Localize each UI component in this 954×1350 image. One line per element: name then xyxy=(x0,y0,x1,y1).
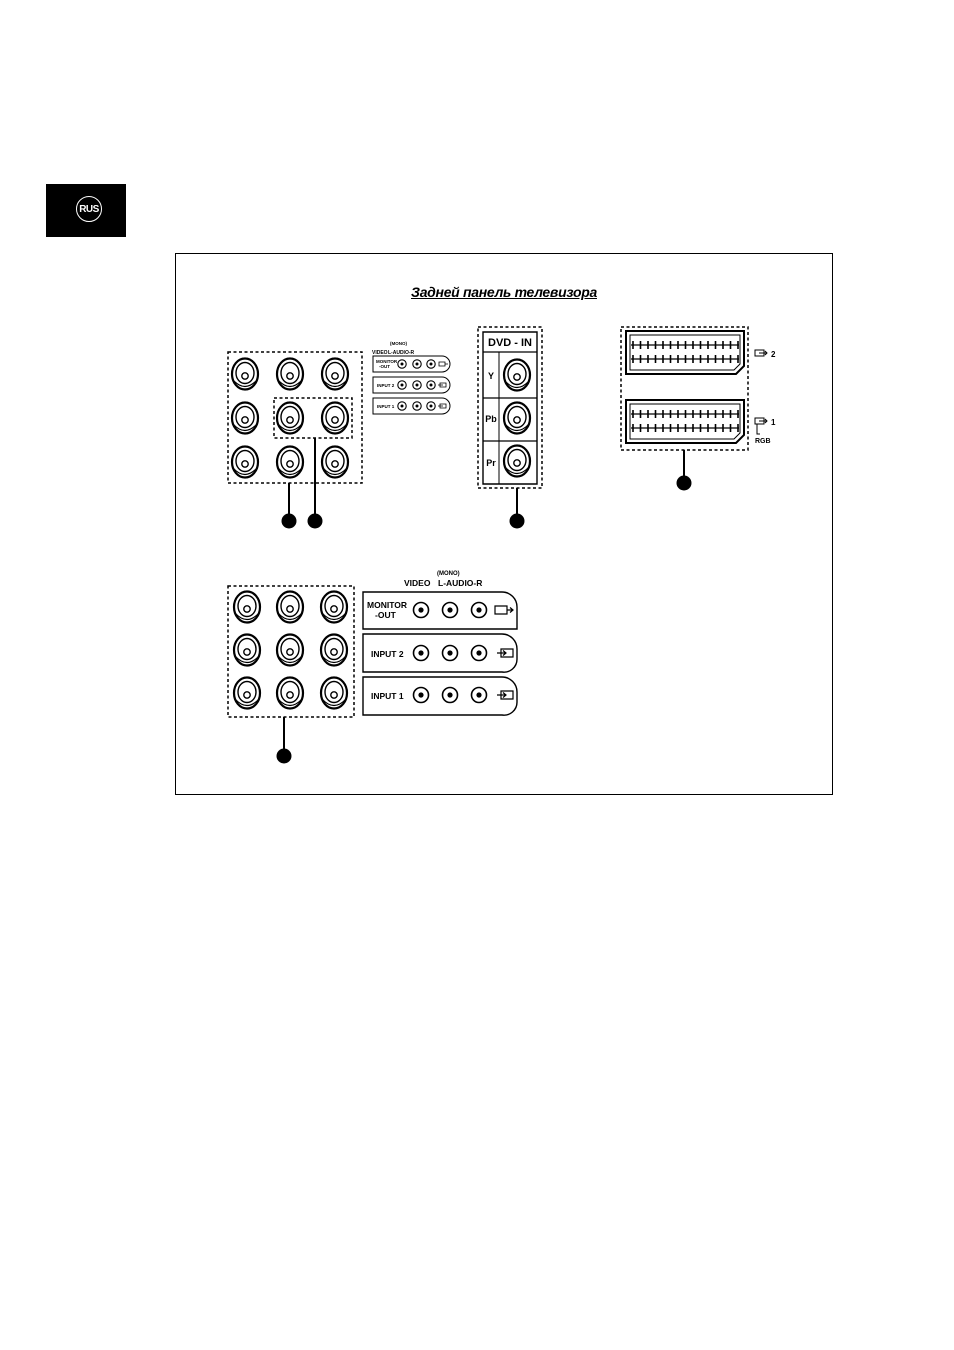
rca-jack xyxy=(322,403,348,434)
svg-text:-OUT: -OUT xyxy=(375,610,396,620)
svg-text:1: 1 xyxy=(281,752,287,763)
rca-jack xyxy=(277,447,303,478)
scart-rgb-label: RGB xyxy=(755,438,771,445)
scart-panel xyxy=(621,327,776,491)
dvd-pb-label: Pb xyxy=(485,414,497,424)
scart-connector-1 xyxy=(626,400,744,443)
svg-text:3: 3 xyxy=(312,517,318,528)
callout-1-lower xyxy=(277,749,292,764)
av-strip-large xyxy=(363,571,517,715)
callout-3-dvd xyxy=(510,514,525,529)
audio-label-small: L-AUDIO-R xyxy=(388,350,415,356)
rca-jack-pb xyxy=(504,403,530,434)
rca-jack-pr xyxy=(504,446,530,477)
dvd-y-label: Y xyxy=(487,371,495,381)
callout-2 xyxy=(677,476,692,491)
rca-jack xyxy=(277,403,303,434)
rca-jack xyxy=(321,592,347,623)
rca-jack xyxy=(277,635,303,666)
svg-text:INPUT 1: INPUT 1 xyxy=(371,691,404,701)
rca-jack-y xyxy=(504,360,530,391)
rca-jack xyxy=(232,403,258,434)
video-label-large: VIDEO xyxy=(404,578,431,588)
scart-2-icon xyxy=(755,350,767,356)
rca-jack xyxy=(321,678,347,709)
scart-1-label: 1 xyxy=(771,418,776,427)
svg-text:INPUT 2: INPUT 2 xyxy=(377,383,395,388)
scart-2-label: 2 xyxy=(771,350,776,359)
scart-connector-2 xyxy=(626,331,744,374)
dvd-in-title: DVD - IN xyxy=(488,337,532,349)
svg-text:3: 3 xyxy=(514,517,520,528)
rca-jack xyxy=(232,447,258,478)
svg-text:INPUT 1: INPUT 1 xyxy=(377,404,395,409)
dvd-in-panel xyxy=(478,327,542,529)
svg-text:INPUT 2: INPUT 2 xyxy=(371,649,404,659)
rca-jack xyxy=(232,359,258,390)
rca-jack xyxy=(321,635,347,666)
dvd-pr-label: Pr xyxy=(486,458,496,468)
video-label-small: VIDEO xyxy=(372,350,388,356)
jack-cluster-lower xyxy=(228,586,354,764)
mono-label-small: (MONO) xyxy=(390,341,407,346)
svg-text:-OUT: -OUT xyxy=(379,364,390,369)
svg-text:MONITOR: MONITOR xyxy=(367,600,407,610)
svg-text:MONITOR: MONITOR xyxy=(376,359,398,364)
rca-jack xyxy=(277,359,303,390)
rca-jack xyxy=(234,592,260,623)
av-strip-small xyxy=(372,341,450,414)
rca-jack xyxy=(277,592,303,623)
jack-cluster-upper xyxy=(228,352,362,529)
rca-jack xyxy=(234,678,260,709)
callout-3-upper-left xyxy=(308,514,323,529)
figure-title: Задней панель телевизора xyxy=(411,284,597,300)
rca-jack xyxy=(277,678,303,709)
callout-1-upper xyxy=(282,514,297,529)
rca-jack xyxy=(322,359,348,390)
audio-label-large: L-AUDIO-R xyxy=(438,578,483,588)
scart-1-icon xyxy=(755,418,767,434)
rca-jack xyxy=(234,635,260,666)
language-badge: RUS xyxy=(76,196,102,222)
rca-jack xyxy=(322,447,348,478)
svg-text:2: 2 xyxy=(681,479,687,490)
mono-label-large: (MONO) xyxy=(437,571,460,577)
svg-text:1: 1 xyxy=(286,517,292,528)
